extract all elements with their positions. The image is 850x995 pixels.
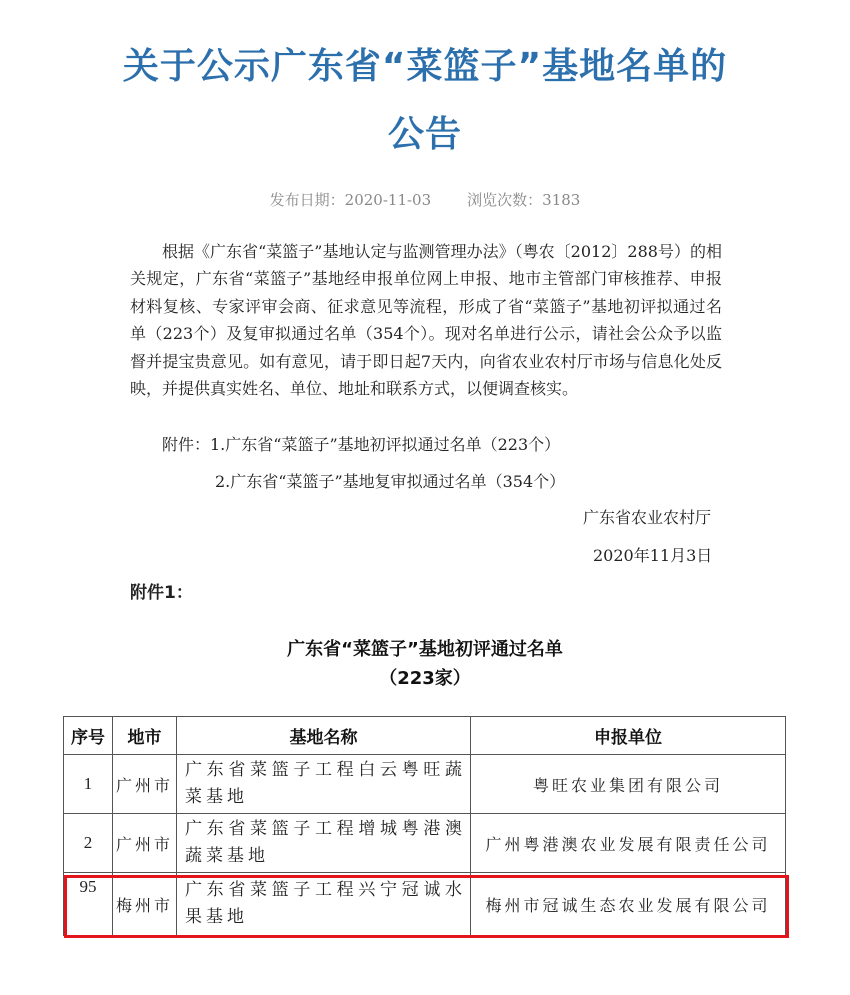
page-title-line-2: 公告 — [387, 114, 462, 155]
list-subtitle: （223家） — [379, 668, 471, 689]
cell-unit: 广州粤港澳农业发展有限责任公司 — [471, 814, 786, 873]
cell-city: 广州市 — [113, 755, 177, 814]
cell-seq: 95 — [64, 873, 113, 936]
header-unit: 申报单位 — [471, 717, 786, 755]
cell-base-name — [177, 814, 471, 873]
annex-label: 附件1： — [130, 583, 193, 603]
table-row — [64, 755, 786, 814]
base-list-table — [63, 716, 786, 936]
cell-base-name — [177, 755, 471, 814]
page-title-line-1: 关于公示广东省“菜篮子”基地名单的 — [122, 46, 728, 87]
signature-date: 2020年11月3日 — [593, 546, 713, 565]
header-city: 地市 — [113, 717, 177, 755]
signature-org: 广东省农业农村厅 — [583, 508, 712, 527]
cell-city: 梅州市 — [113, 873, 177, 936]
table-header-row — [64, 717, 786, 755]
publish-date: 发布日期：2020-11-03 — [269, 191, 432, 209]
meta-bar — [0, 189, 850, 210]
header-seq: 序号 — [64, 717, 113, 755]
cell-seq: 1 — [64, 755, 113, 814]
base-name-text: 广东省菜篮子工程兴宁冠诚水果基地 — [185, 880, 466, 927]
cell-seq: 2 — [64, 814, 113, 873]
table-row-highlighted — [64, 873, 786, 936]
base-name-text: 广东省菜篮子工程白云粤旺蔬菜基地 — [185, 760, 466, 807]
attachment-item-1[interactable]: 附件：1.广东省“菜篮子”基地初评拟通过名单（223个） — [162, 435, 561, 454]
attachment-item-2[interactable]: 2.广东省“菜篮子”基地复审拟通过名单（354个） — [215, 472, 566, 491]
cell-base-name — [177, 873, 471, 936]
body-paragraph: 根据《广东省“菜篮子”基地认定与监测管理办法》（粤农〔2012〕288号）的相关规定，广东省“菜篮子”基地经申报单位网上申报、地市主管部门审核推荐、申报材料复核、专家评审会商、征求意见等流程，形成了省“菜篮子”基地初评拟通过名单（223个）及复审拟通过名单（354个）。现对名单进行公示，请社会公众予以监督并提宝贵意见。如有意见，请于即日起7天内，向省农业农村厅市场与信息化处反映，并提供真实姓名、单位、地址和联系方式，以便调查核实。 — [130, 242, 722, 399]
base-name-text: 广东省菜篮子工程增城粤港澳蔬菜基地 — [185, 819, 466, 866]
announcement-body — [130, 238, 722, 402]
cell-unit: 梅州市冠诚生态农业发展有限公司 — [471, 873, 786, 936]
table-row — [64, 814, 786, 873]
list-title: 广东省“菜篮子”基地初评通过名单 — [287, 639, 563, 660]
cell-city: 广州市 — [113, 814, 177, 873]
header-base-name: 基地名称 — [177, 717, 471, 755]
cell-unit: 粤旺农业集团有限公司 — [471, 755, 786, 814]
view-count: 浏览次数：3183 — [467, 191, 581, 209]
